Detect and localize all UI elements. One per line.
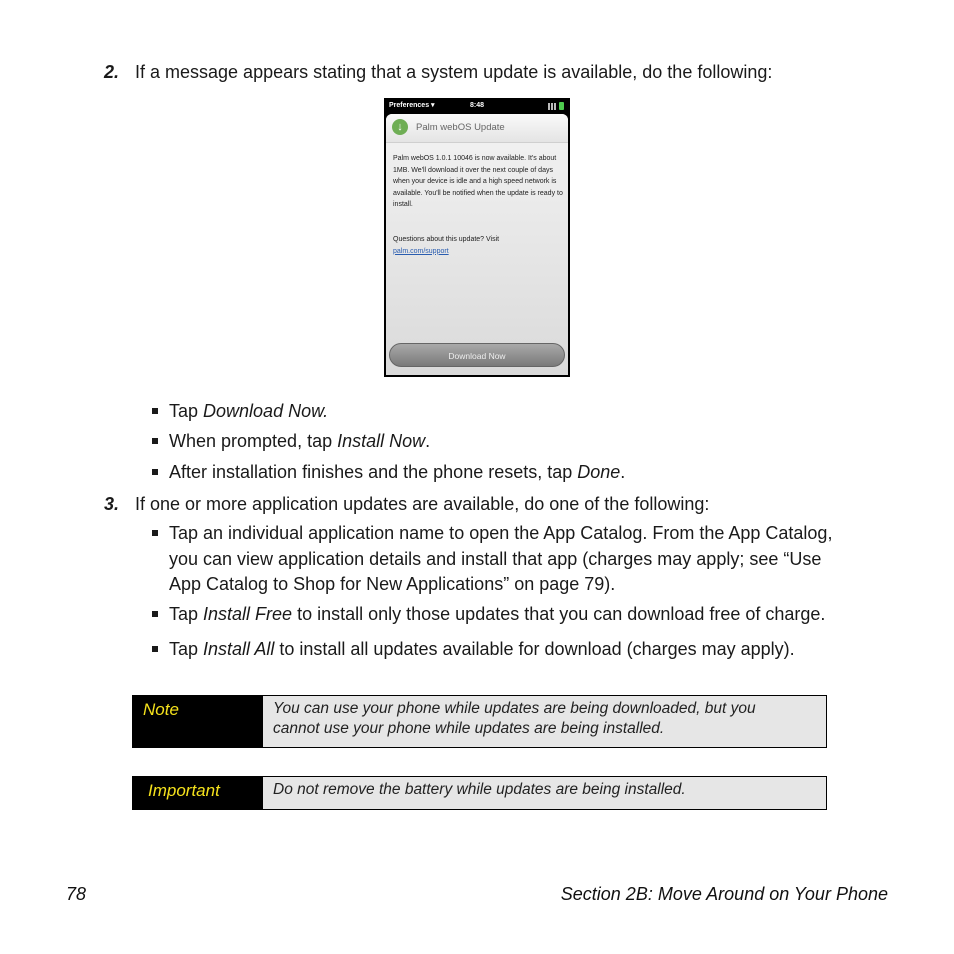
signal-icon [548, 103, 556, 110]
bullet-icon [152, 646, 158, 652]
bullet-emphasis: Download Now. [203, 401, 329, 421]
status-time: 8:48 [470, 102, 485, 109]
bullet-text-line: you can view application details and install that app (charges may apply; see “Use [169, 548, 822, 569]
section-title: Section 2B: Move Around on Your Phone [560, 884, 888, 904]
bullet-icon [152, 611, 158, 617]
download-now-button[interactable]: Download Now [389, 343, 565, 367]
status-app-menu: Preferences ▾ [389, 102, 435, 109]
note-label: Note [133, 696, 263, 747]
note-callout [132, 695, 827, 748]
update-question [393, 234, 565, 257]
support-link[interactable]: palm.com/support [393, 247, 449, 255]
bullet-icon [152, 438, 158, 444]
battery-icon [559, 102, 564, 110]
bullet-icon [152, 530, 158, 536]
status-bar [384, 98, 570, 114]
page-number: 78 [66, 884, 87, 904]
screen-header [386, 114, 568, 143]
bullet-text: Tap [169, 604, 204, 624]
bullet-text: When prompted, tap [169, 431, 338, 451]
bullet-text-line: App Catalog to Shop for New Applications” on page 79). [169, 574, 616, 594]
important-text: Do not remove the battery while updates are being installed. [273, 781, 686, 798]
step-text: If a message appears stating that a system update is available, do the following: [135, 62, 773, 82]
question-text: Questions about this update? Visit [393, 236, 500, 243]
bullet-text: Tap [169, 401, 204, 421]
update-message: Palm webOS 1.0.1 10046 is now available. It's about 1MB. We'll download it over the next couple of days when your device is idle and a high speed network is available. You'll be notified when the update is ready to install. [393, 155, 563, 209]
bullet-emphasis: Install All [203, 639, 275, 659]
screen-title: Palm webOS Update [416, 122, 505, 133]
bullet-emphasis: Done [577, 462, 621, 482]
bullet-icon [152, 408, 158, 414]
download-icon: ↓ [392, 119, 408, 135]
step-number: 2. [104, 62, 120, 82]
bullet-emphasis: Install Free [203, 604, 293, 624]
important-label: Important [133, 777, 263, 809]
phone-screenshot [384, 98, 570, 377]
important-callout [132, 776, 827, 810]
bullet-text: Tap [169, 639, 204, 659]
bullet-icon [152, 469, 158, 475]
step-text: If one or more application updates are available, do one of the following: [135, 494, 710, 514]
step-number: 3. [104, 494, 120, 514]
bullet-text: After installation finishes and the phone resets, tap [169, 462, 578, 482]
bullet-text-line: Tap an individual application name to open the App Catalog. From the App Catalog, [169, 523, 833, 543]
update-screen [386, 114, 568, 375]
note-text: You can use your phone while updates are being downloaded, but you cannot use your phone while updates are being installed. [273, 700, 756, 737]
bullet-emphasis: Install Now [337, 431, 426, 451]
